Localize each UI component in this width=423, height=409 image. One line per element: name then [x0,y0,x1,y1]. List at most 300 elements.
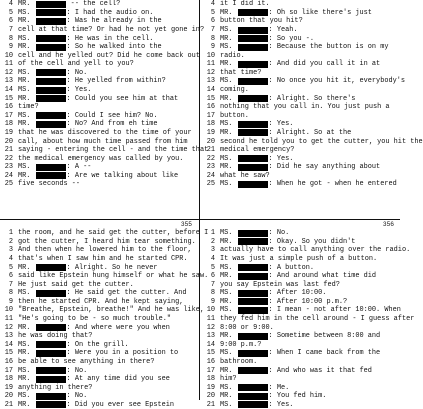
line-text [220,77,405,85]
line-segment: MR. [220,8,237,17]
line-text [220,349,380,357]
line-text [18,17,162,25]
line-text [220,86,249,94]
redaction-box [36,121,66,128]
line-segment: coming. [220,86,249,95]
line-segment: call, about how much time passed from him [18,137,188,146]
line-segment: : Are we talking about like [66,171,179,180]
line-segment: they fed him in the cell around - I guess after [220,315,415,324]
line-number: 17 [4,111,13,120]
line-text [220,43,388,51]
line-segment: : No? And from eh time [66,120,158,129]
line-number: 4 [8,255,13,264]
line-segment: MR. [18,400,35,409]
line-number: 6 [8,17,13,26]
line-text [18,392,87,400]
line-number: 9 [8,43,13,52]
line-segment: : So you -. [268,34,315,43]
line-segment: : Were you in a position to [66,349,179,358]
line-text [18,26,204,34]
line-number: 18 [206,375,215,384]
line-number: 23 [4,163,13,172]
line-segment: got the cutter, I heard him tear something. [18,237,196,246]
line-segment: MR. [220,163,237,172]
transcript-line [0,401,208,409]
line-number: 17 [4,366,13,375]
line-segment: : When he got - when he entered [268,180,397,189]
line-text [220,60,380,68]
line-segment: MR. [220,297,237,306]
line-number: 18 [206,120,215,129]
line-text [220,246,410,254]
line-text [18,255,188,263]
line-text [220,306,401,314]
line-segment: : I had the audio on. [66,8,154,17]
transcript-line [0,146,208,155]
transcript-line [202,229,414,238]
transcript-line [202,375,414,384]
line-text [18,86,91,94]
transcript-line [202,341,414,350]
line-segment: he was doing that? [18,332,93,341]
line-segment: And then when he lowered him to the floor, [18,246,192,255]
line-text [18,358,154,366]
line-segment: : And where were you when [66,323,170,332]
redaction-box [238,333,268,340]
line-number: 15 [206,94,215,103]
line-segment: MR. [220,128,237,137]
line-number: 19 [206,383,215,392]
redaction-box [36,44,66,51]
redaction-box [36,290,66,297]
transcript-line [0,77,208,86]
transcript-lines [202,0,423,189]
line-segment: it I did it. [220,0,270,9]
line-number: 7 [210,26,215,35]
line-segment: MS. [18,392,35,401]
transcript-line [202,9,423,18]
page-top-right [202,0,423,218]
line-segment: you say Epstein was last fed? [220,280,340,289]
transcript-line [202,255,414,264]
line-text [18,332,92,340]
line-segment: MS. [220,180,237,189]
line-segment: MR. [18,171,35,180]
transcript-line [202,129,423,138]
line-segment: MR. [220,237,237,246]
line-segment: MS. [18,8,35,17]
line-number: 15 [4,94,13,103]
line-segment: : Me. [268,383,290,392]
transcript-line [0,366,208,375]
transcript-line [0,129,208,138]
line-number: 2 [8,237,13,246]
line-segment: MS. [18,34,35,43]
line-text [220,332,380,340]
line-text [220,172,270,180]
transcript-line [202,43,423,52]
line-segment: : Did he say anything about [268,163,381,172]
line-segment: : When I came back from the [268,349,381,358]
redaction-box [238,164,268,171]
redaction-box [36,401,66,408]
line-number: 20 [206,137,215,146]
line-number: 24 [4,171,13,180]
line-text [220,384,289,392]
redaction-box [238,230,268,237]
redaction-box [238,121,268,128]
transcript-line [202,401,414,409]
line-segment: : A button. [268,263,315,272]
line-segment: : Yes. [268,154,294,163]
line-text [18,229,208,237]
transcript-line [202,180,423,189]
transcript-line [202,154,423,163]
transcript-line [202,146,423,155]
transcript-line [202,332,414,341]
transcript-line [202,172,423,181]
line-text [18,272,208,280]
line-segment: : Oh so like there's just [268,8,372,17]
line-number: 6 [210,17,215,26]
line-text [18,306,204,314]
line-segment: MS. [220,289,237,298]
transcript-line [0,180,208,189]
line-text [220,324,274,332]
transcript-line [202,238,414,247]
line-text [18,60,134,68]
line-segment: MS. [18,163,35,172]
line-text [18,43,162,51]
transcript-line [0,43,208,52]
line-number: 10 [4,51,13,60]
line-segment: MR. [18,94,35,103]
line-text [220,289,326,297]
transcript-line [0,246,208,255]
line-segment: -- the cell? [66,0,121,9]
line-number: 4 [210,255,215,264]
redaction-box [238,401,268,408]
transcript-line [202,163,423,172]
line-text [18,103,39,111]
redaction-box [238,350,268,357]
line-segment: the room, and he said get the cutter, before I [18,229,209,238]
transcript-line [202,280,414,289]
line-segment: MR. [18,0,35,9]
transcript-line [0,154,208,163]
line-number: 21 [4,146,13,155]
transcript-line [0,255,208,264]
transcript-line [202,120,423,129]
line-number: 15 [4,349,13,358]
line-segment: : Alright. So there's [268,94,356,103]
line-segment: cell at that time? Or had he not yet gone in? [18,26,205,35]
line-text [220,103,390,111]
line-number: 3 [210,246,215,255]
line-text [220,392,326,400]
transcript-line [202,77,423,86]
line-number: 16 [4,357,13,366]
transcript-line [0,0,208,9]
transcript-line [202,0,423,9]
redaction-box [238,61,268,68]
line-text [18,52,200,60]
transcript-line [0,120,208,129]
redaction-box [36,35,66,42]
line-segment: : And who was it that fed [268,366,372,375]
transcript-line [0,112,208,121]
transcript-line [0,306,208,315]
line-segment: MR. [18,375,35,384]
redaction-box [36,1,66,8]
line-text [18,0,120,8]
line-number: 13 [206,332,215,341]
line-segment: MS. [18,68,35,77]
line-text [220,9,372,17]
line-number: 5 [8,263,13,272]
transcript-lines [0,229,208,409]
redaction-box [36,78,66,85]
line-number: 15 [206,349,215,358]
redaction-box [36,9,66,16]
line-text [220,17,303,25]
page-number: 355 [180,221,192,228]
line-number: 13 [206,77,215,86]
line-text [18,163,91,171]
redaction-box [238,393,268,400]
line-text [18,401,174,409]
redaction-box [238,298,268,305]
line-text [18,324,170,332]
line-number: 12 [4,323,13,332]
line-segment: that he was discovered to the time of your [18,128,192,137]
line-number: 8 [210,289,215,298]
line-segment: : Alright. So at the [268,128,352,137]
redaction-box [238,273,268,280]
line-segment: : Sometime between 8:00 and [268,332,381,341]
line-number: 12 [4,68,13,77]
line-segment: : After 10:00. [268,289,327,298]
line-number: 7 [8,26,13,35]
transcript-line [202,246,414,255]
line-number: 22 [4,154,13,163]
line-text [220,138,423,146]
transcript-line [202,137,423,146]
line-segment: MR. [18,323,35,332]
redaction-box [36,350,66,357]
line-number: 14 [4,86,13,95]
line-segment: MS. [220,229,237,238]
line-text [18,246,192,254]
line-text [220,35,314,43]
line-number: 22 [206,154,215,163]
line-segment: : And did you call it in at [268,60,381,69]
line-segment: : No. [66,392,88,401]
line-number: 7 [8,280,13,289]
redaction-box [36,324,66,331]
transcript-line [202,349,414,358]
line-segment: : No. [268,229,290,238]
line-text [18,349,178,357]
line-text [18,95,178,103]
line-segment: MS. [220,26,237,35]
line-number: 6 [8,272,13,281]
transcript-line [0,26,208,35]
line-segment: : Did you ever see Epstein [66,400,175,409]
line-number: 24 [206,171,215,180]
transcript-line [0,9,208,18]
line-segment: : So he walked into the [66,43,162,52]
line-segment: nothing that you call in. You just push a [220,103,390,112]
transcript-line [0,358,208,367]
transcript-line [202,112,423,121]
line-text [220,95,355,103]
line-number: 12 [206,323,215,332]
transcript-line [0,172,208,181]
line-segment: MR. [18,17,35,26]
line-segment: : No. [66,68,88,77]
line-number: 13 [4,77,13,86]
line-text [220,112,249,120]
transcript-lines [0,0,208,189]
line-segment: of the cell and yell to you? [18,60,134,69]
line-segment: MR. [220,34,237,43]
line-number: 11 [4,60,13,69]
line-segment: MR. [220,272,237,281]
transcript-line [0,69,208,78]
line-segment: him? [220,375,237,384]
line-segment: MR. [220,366,237,375]
line-segment: MS. [220,120,237,129]
transcript-line [0,229,208,238]
line-segment: cell and he yelled out? Did he come back out [18,51,200,60]
line-number: 7 [210,280,215,289]
line-segment: : No. [66,366,88,375]
transcript-line [0,280,208,289]
transcript-line [202,315,414,324]
transcript-line [0,137,208,146]
transcript-line [0,103,208,112]
line-text [18,375,170,383]
page-top-left [0,0,209,218]
redaction-box [238,367,268,374]
line-number: 4 [210,0,215,9]
line-segment: five seconds -- [18,180,81,189]
transcript-line [0,349,208,358]
line-segment: : Was he already in the [66,17,162,26]
transcript-line [0,94,208,103]
line-segment: : Could you see him at that [66,94,179,103]
transcript-line [202,94,423,103]
line-segment: : You fed him. [268,392,327,401]
line-segment: second he told you to get the cutter, you hit the [220,137,423,146]
line-segment: MR. [18,263,35,272]
line-segment: : Because the button is on my [268,43,389,52]
line-segment: button. [220,111,249,120]
line-segment: bathroom. [220,357,258,366]
line-segment: : Yeah. [268,26,298,35]
line-number: 6 [210,272,215,281]
line-text [220,315,414,323]
transcript-line [0,341,208,350]
line-number: 14 [206,86,215,95]
line-text [220,163,380,171]
redaction-box [36,112,66,119]
line-segment: that's when I saw him and he started CPR. [18,255,188,264]
line-text [220,129,351,137]
line-text [18,35,153,43]
line-number: 18 [4,375,13,384]
line-segment: MS. [220,349,237,358]
transcript-line [0,34,208,43]
transcript-line [202,69,423,78]
line-segment: MS. [220,77,237,86]
transcript-line [202,392,414,401]
line-segment: MR. [18,120,35,129]
line-text [18,69,87,77]
line-segment: MS. [18,366,35,375]
transcript-line [202,272,414,281]
line-text [220,155,293,163]
transcript-line [0,383,208,392]
line-text [18,281,134,289]
line-text [18,341,129,349]
line-segment: MR. [220,94,237,103]
transcript-line [202,60,423,69]
line-number: 17 [206,366,215,375]
redaction-box [36,172,66,179]
line-segment: MR. [220,60,237,69]
line-segment: radio. [220,51,245,60]
line-text [220,341,261,349]
transcript-line [0,17,208,26]
line-number: 9 [8,297,13,306]
line-segment: He just said get the cutter. [18,280,134,289]
line-number: 11 [4,315,13,324]
line-segment: : I mean - not after 10:00. When [268,306,401,315]
line-segment: the medical emergency was called by you. [18,154,184,163]
line-text [220,255,377,263]
line-text [18,138,188,146]
line-number: 23 [206,163,215,172]
transcript-line [0,238,208,247]
line-text [18,112,158,120]
line-number: 19 [206,128,215,137]
transcript-line [0,332,208,341]
transcript-line [202,366,414,375]
line-text [18,146,208,154]
line-text [18,384,92,392]
line-text [18,367,87,375]
line-text [220,120,293,128]
line-text [220,358,257,366]
transcript-line [202,263,414,272]
line-segment: actually have to call anything over the radio. [220,246,411,255]
line-segment: : He was in the cell. [66,34,154,43]
line-segment: MS. [18,111,35,120]
transcript-line [202,323,414,332]
redaction-box [238,27,268,34]
redaction-box [238,181,268,188]
line-number: 4 [8,0,13,9]
redaction-box [36,341,66,348]
line-text [18,238,196,246]
line-text [18,315,171,323]
line-number: 1 [210,229,215,238]
redaction-box [36,164,66,171]
redaction-box [238,155,268,162]
line-text [220,146,294,154]
